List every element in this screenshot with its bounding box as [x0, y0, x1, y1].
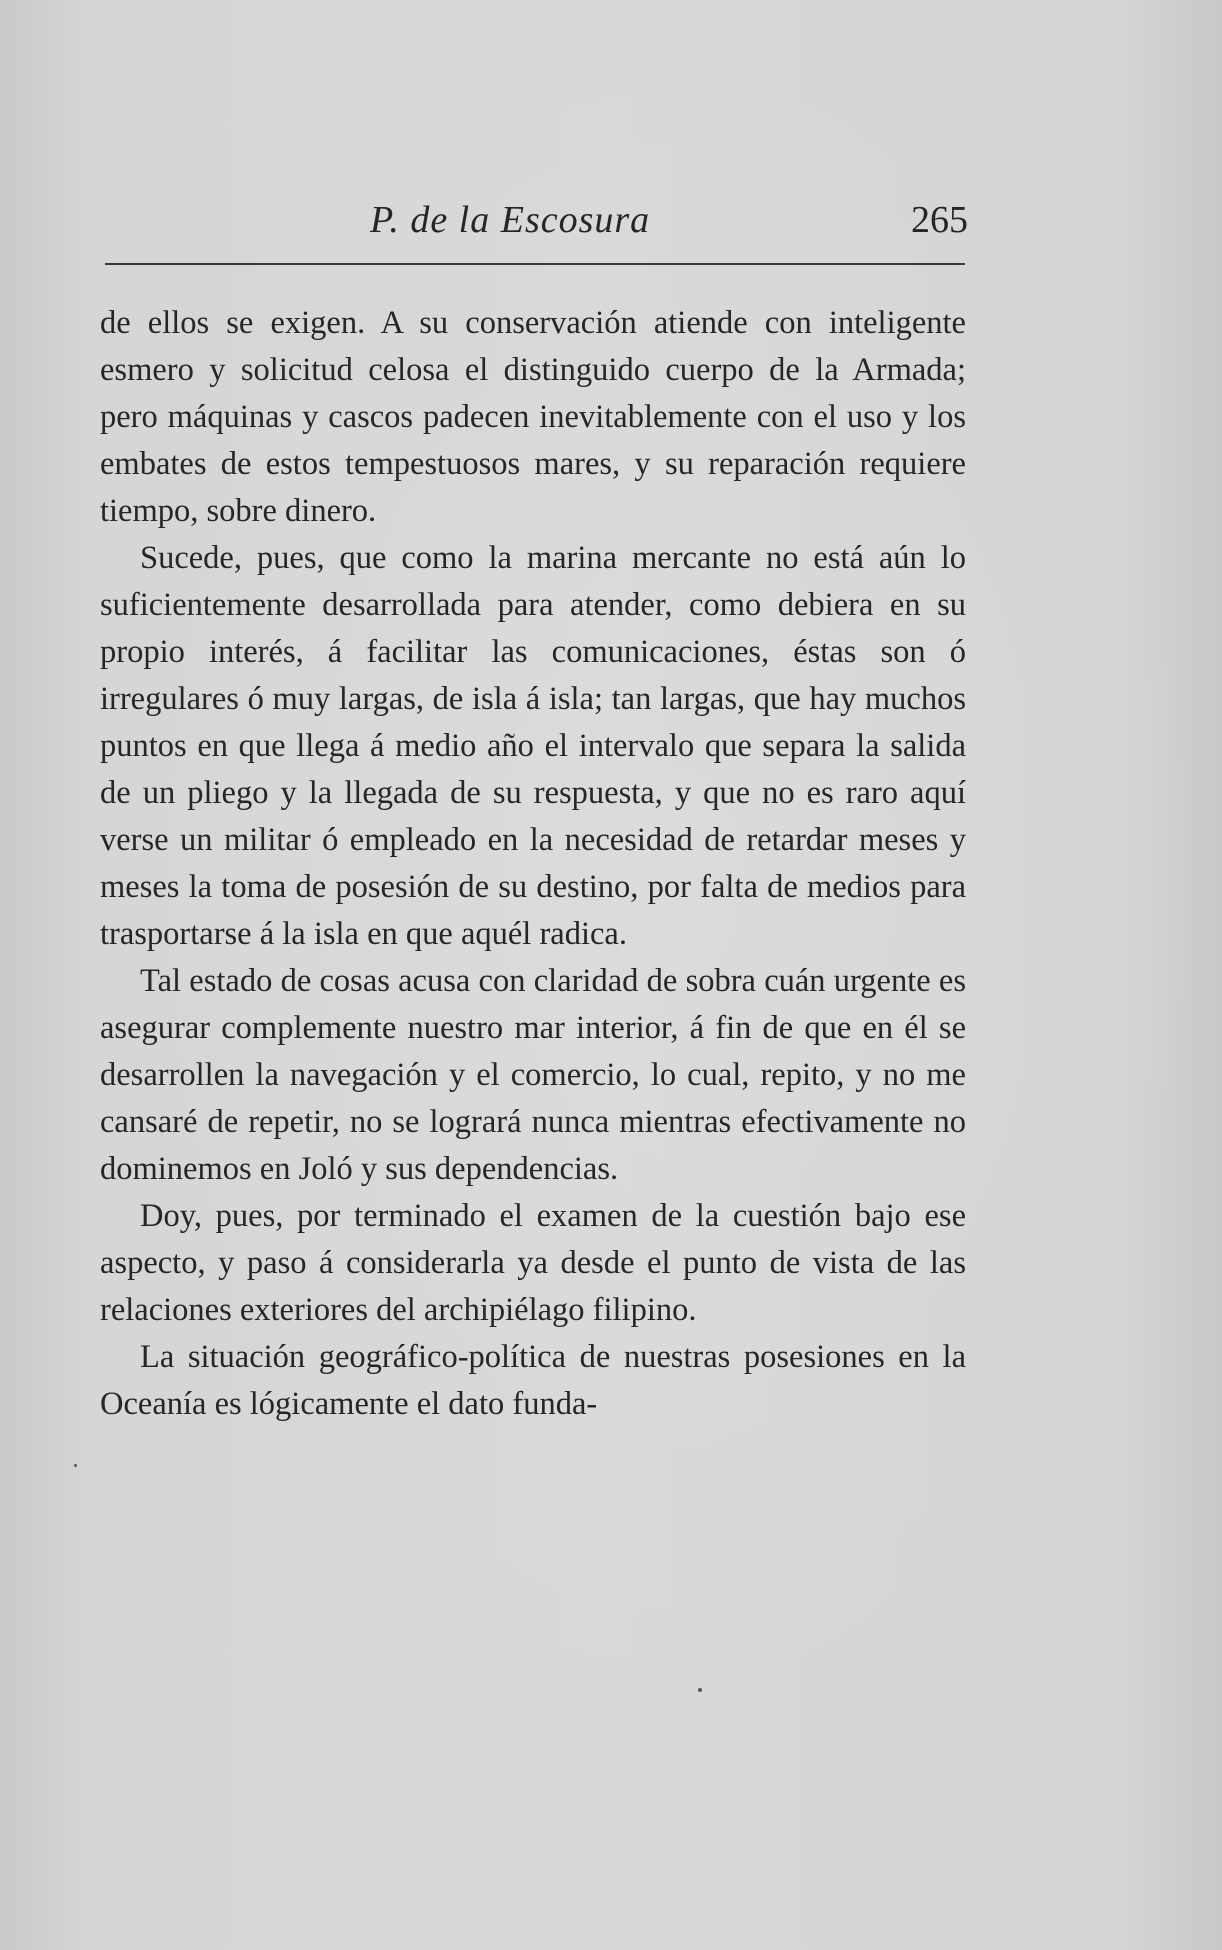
page-number: 265 [911, 199, 968, 241]
paragraph-1: de ellos se exigen. A su conservación atiende con inteligente esmero y solicitud celosa el distinguido cuerpo de la Armada; pero máquinas y cascos padecen inevitablemente con el uso y los embates de estos tempestuosos mares, y su reparación requiere tiempo, sobre dinero. [100, 305, 966, 529]
paragraph-3: Tal estado de cosas acusa con claridad de sobra cuán urgente es asegurar complemente nuestro mar interior, á fin de que en él se desarrollen la navegación y el comercio, lo cual, repito, y no me cansaré de repetir, no se logrará nunca mientras efectivamente no dominemos en Joló y sus dependencias. [100, 963, 966, 1187]
paragraph-4: Doy, pues, por terminado el examen de la cuestión bajo ese aspecto, y paso á considerarla ya desde el punto de vista de las relaciones exteriores del archipiélago filipino. [100, 1198, 966, 1328]
paragraph-2: Sucede, pues, que como la marina mercante no está aún lo suficientemente desarrollada para atender, como debiera en su propio interés, á facilitar las comunicaciones, éstas son ó irregulares ó muy largas, de isla á isla; tan largas, que hay muchos puntos en que llega á medio año el intervalo que separa la salida de un pliego y la llegada de su respuesta, y que no es raro aquí verse un militar ó empleado en la necesidad de retardar meses y meses la toma de posesión de su destino, por falta de medios para trasportarse á la isla en que aquél radica. [100, 540, 966, 952]
running-head-title: P. de la Escosura [370, 199, 651, 241]
body-text [100, 300, 966, 1428]
header-rule [105, 263, 965, 265]
print-speck [74, 1464, 77, 1467]
print-speck [698, 1688, 702, 1692]
paragraph-5: La situación geográfico-política de nuestras posesiones en la Oceanía es lógicamente el dato funda- [100, 1339, 966, 1422]
running-head [100, 198, 968, 246]
